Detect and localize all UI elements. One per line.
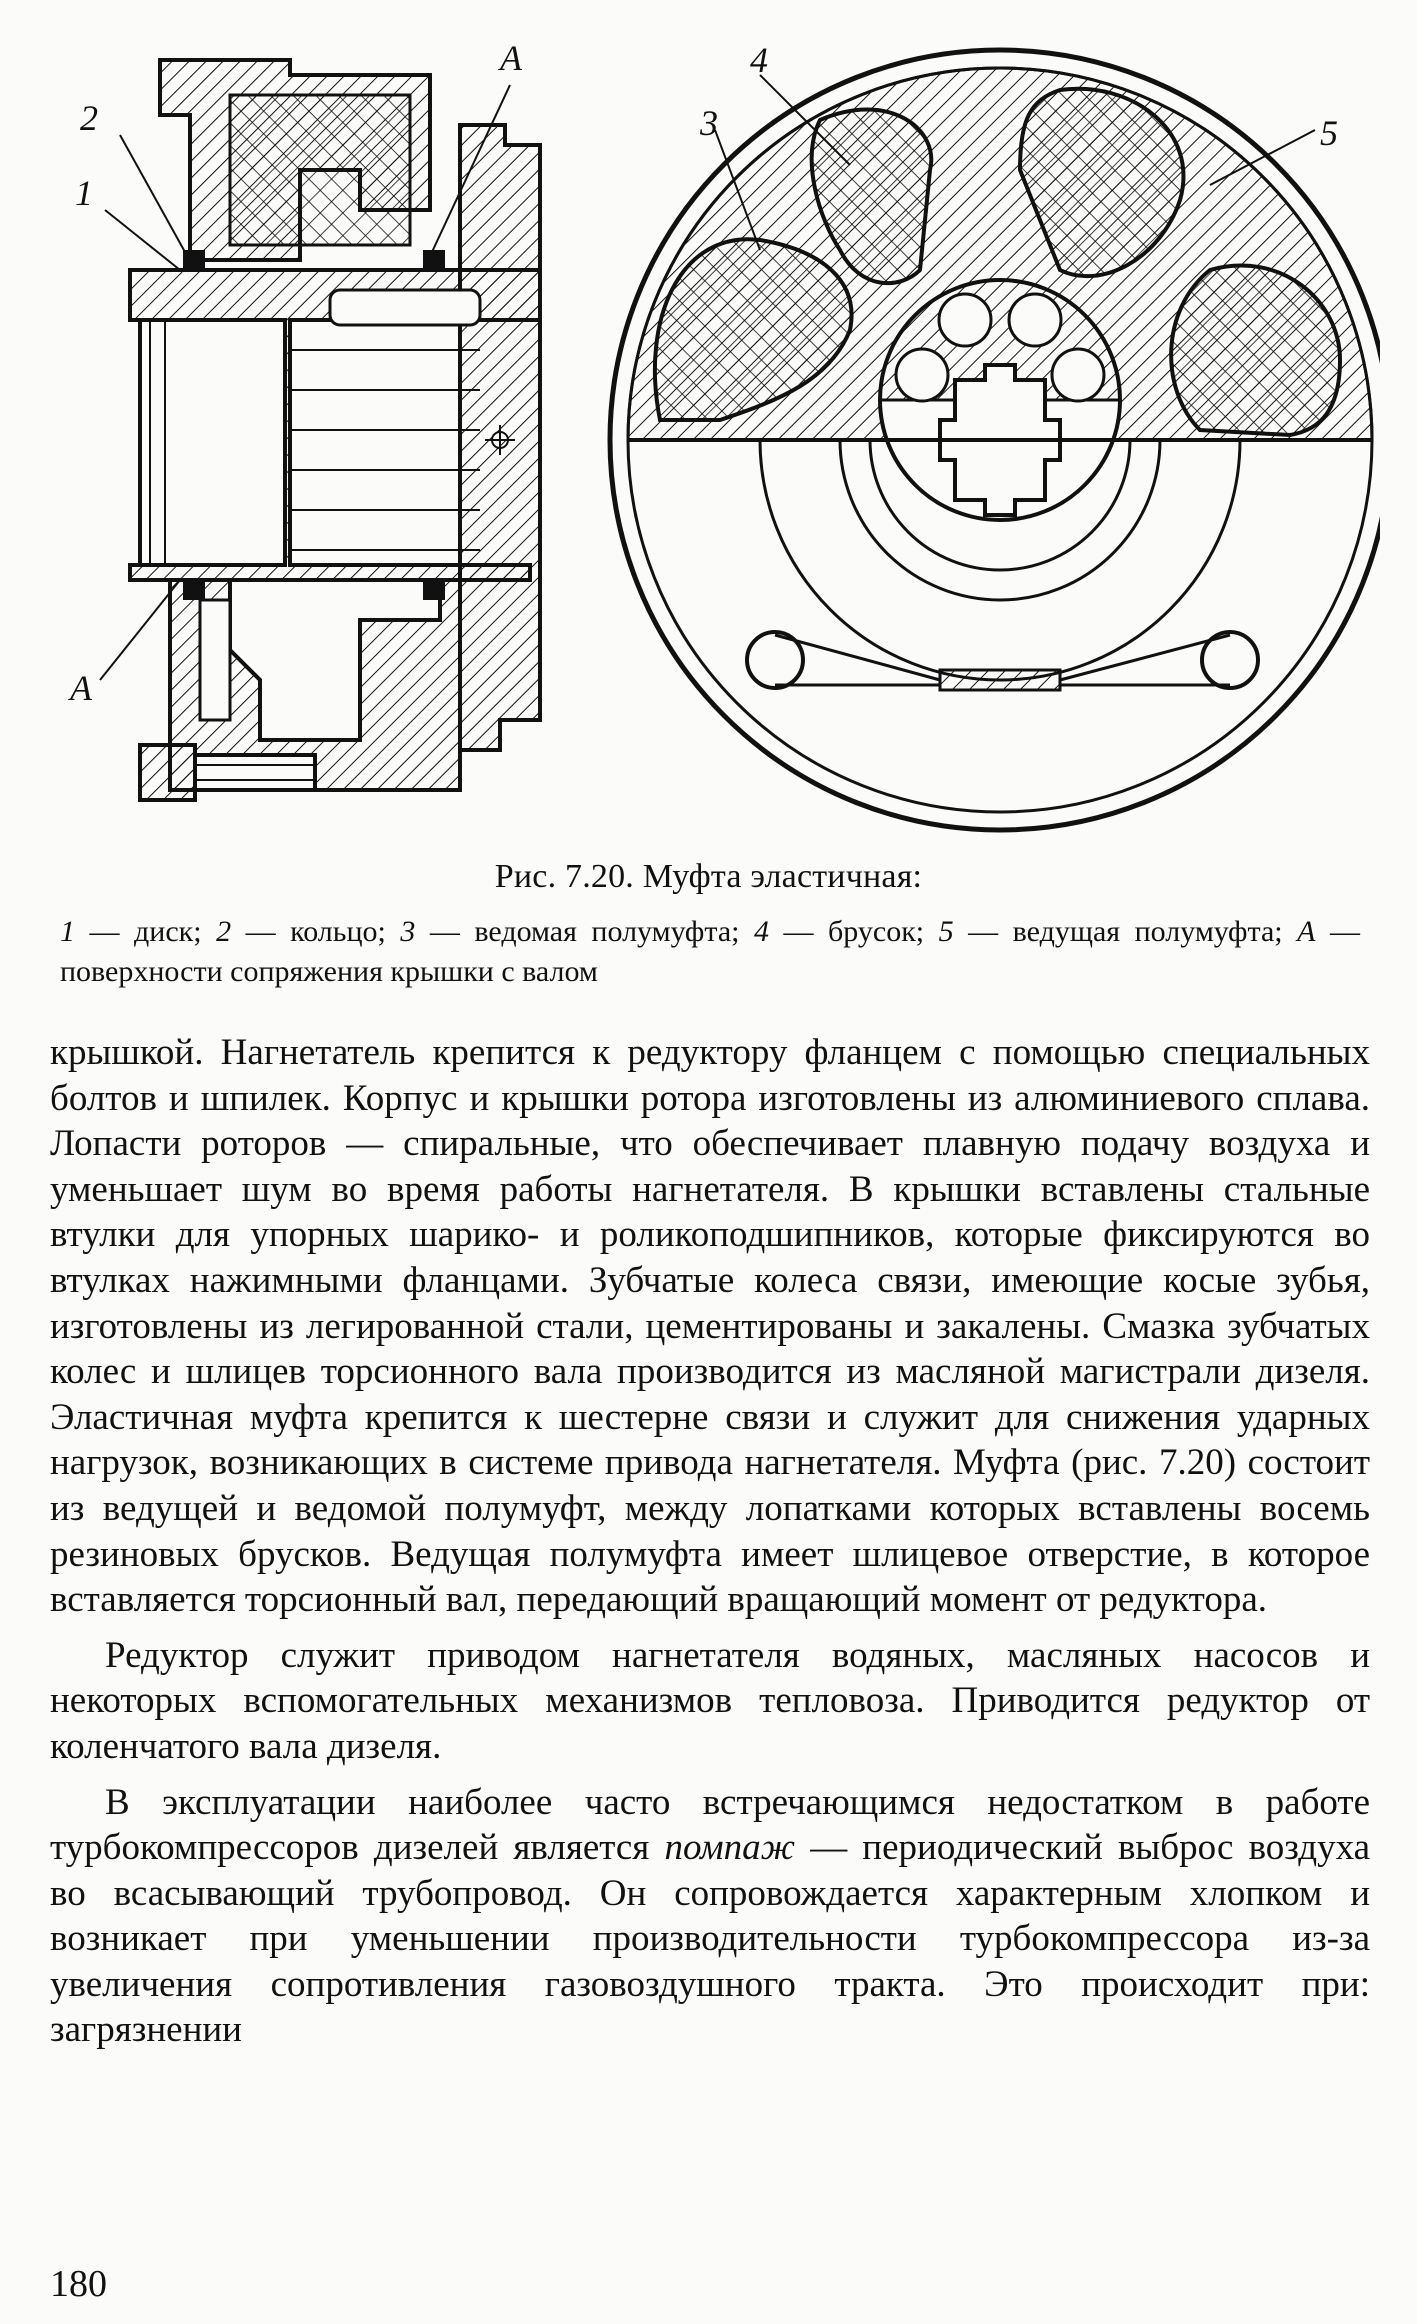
term-pompage: помпаж [664,1827,796,1869]
legend-num: 3 [400,915,416,948]
label-3: 3 [700,103,718,143]
label-2: 2 [80,98,98,138]
body-text [50,1030,1370,2053]
paragraph-3 [50,1780,1370,2054]
figure-caption-title: Рис. 7.20. Муфта эластичная: [494,858,923,895]
label-1: 1 [75,173,93,213]
legend-num: 1 [60,915,75,948]
figure-caption-legend [60,912,1360,992]
legend-text: — ведущая полумуфта; [953,915,1298,948]
label-5: 5 [1320,113,1338,153]
front-view [610,50,1380,830]
legend-num: 2 [216,915,232,948]
label-a-top: A [500,38,522,78]
paragraph-2: Редуктор служит приводом нагнетателя водяных, масляных насосов и некоторых вспомогательных механизмов тепловоза. Приводится редуктор от коленчатого вала дизеля. [50,1634,1370,1767]
label-a-bottom: A [70,668,92,708]
legend-num: 5 [938,915,954,948]
page-number: 180 [50,2263,107,2305]
legend-text: — брусок; [768,915,939,948]
legend-num: 4 [753,915,769,948]
legend-text: — диск; [75,915,217,948]
paragraph-3-end: — периодический выброс воздуха во всасывающий трубопровод. Он сопровождается характерным хлопком и возникает при уменьшении производительности турбокомпрессора из-за увеличения сопротивления газовоздушного тракта. Это происходит при: загрязнении [50,1827,1371,2051]
coupling-drawing [60,20,1380,860]
legend-text: — кольцо; [231,915,401,948]
paragraph-1: крышкой. Нагнетатель крепится к редуктору фланцем с помощью специальных болтов и шпилек. Корпус и крышки ротора изготовлены из алюминиевого сплава. Лопасти роторов — спиральные, что обеспечивает плавную подачу воздуха и уменьшает шум во время работы нагнетателя. В крышки вставлены стальные втулки для упорных шарико- и роликоподшипников, которые фиксируются во втулках нажимными фланцами. Зубчатые колеса связи, имеющие косые зубья, изготовлены из легированной стали, цементированы и закалены. Смазка зубчатых колес и шлицев торсионного вала производится из масляной магистрали дизеля. Эластичная муфта крепится к шестерне связи и служит для снижения ударных нагрузок, возникающих в системе привода нагнетателя. Муфта (рис. 7.20) состоит из ведущей и ведомой полумуфт, между лопатками которых вставлены восемь резиновых брусков. Ведущая полумуфта имеет шлицевое отверстие, в которое вставляется торсионный вал, передающий вращающий момент от редуктора. [50,1032,1370,1621]
legend-num: A [1297,915,1316,948]
paragraph-3-start: В эксплуатации наиболее часто встречающимся недостатком в работе турбокомпрессоров дизелей является [50,1781,1370,1869]
legend-text: — ведомая полумуфта; [415,915,754,948]
label-4: 4 [750,40,768,80]
side-section-view [100,60,540,800]
legend-text: — поверхности сопряжения крышки с валом [60,915,1361,988]
